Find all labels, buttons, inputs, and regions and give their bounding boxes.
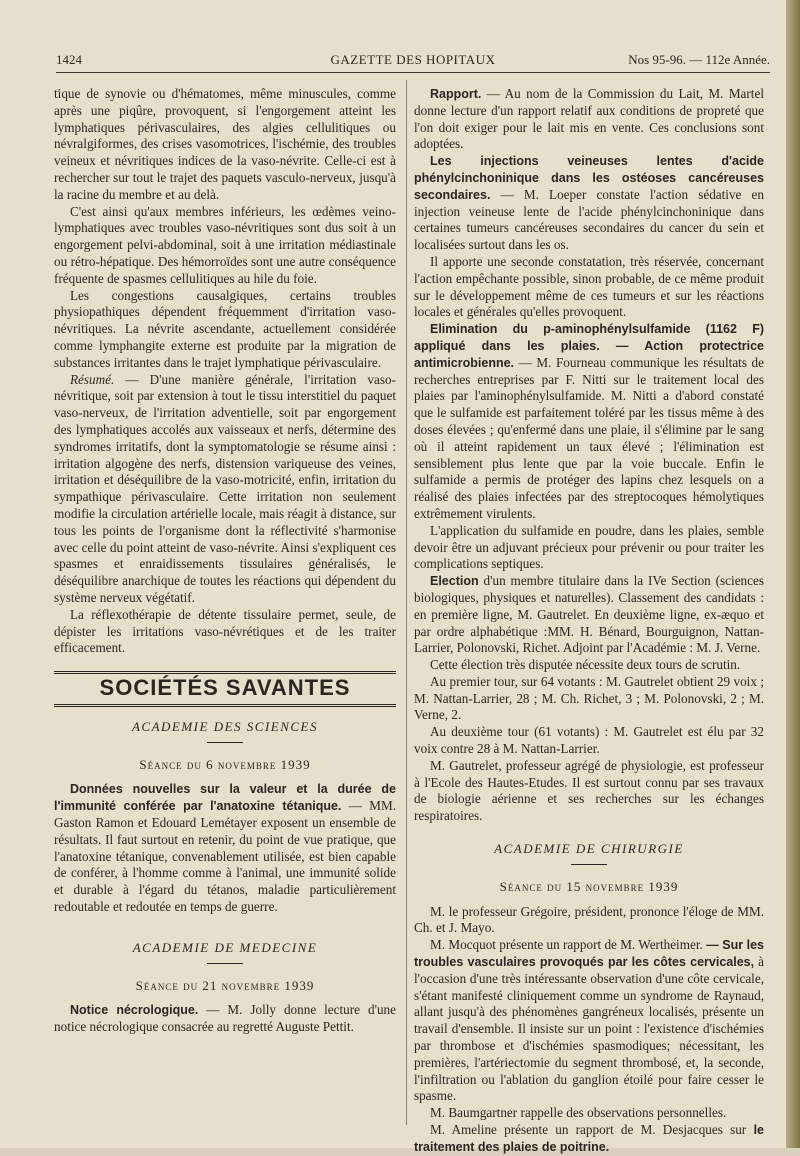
- article-title: Données nouvelles sur la valeur et la durée de l'immunité conférée par l'anatoxine tétanique.: [54, 782, 396, 814]
- paragraph: Les congestions causalgiques, certains troubles physiopathiques dépendent fréquemment d'irritation vaso-névritiques. La névrite ascendante, actuellement considérée comme lymphangite externe est produite par la migration de substances irritantes dans le trajet lymphatique périvasculaire.: [54, 287, 396, 370]
- page-edge: [786, 0, 800, 1148]
- article-title: Elimination du p-aminophénylsulfamide (1162 F) appliqué dans les plaies. — Action protectrice antimicrobienne.: [414, 322, 764, 370]
- article-title: Election: [430, 574, 479, 589]
- paragraph: La réflexothérapie de détente tissulaire permet, seule, de dépister les irritations vaso-névrétiques et de les traiter efficacement.: [54, 606, 396, 656]
- paragraph: Election d'un membre titulaire dans la IVe Section (sciences biologiques, physiques et naturelles). Classement des candidats : en première ligne, M. Gautrelet. En deuxième ligne, ex-æquo et par ordre alphabétique :MM. H. Bénard, Bourguignon, Nattan-Larrier, Polonovski, Richet. Adjoint par l'Académie : M. J. Verne.: [414, 573, 764, 656]
- article-title: Les injections veineuses lentes d'acide phénylcinchoninique dans les ostéoses cancéreuses secondaires.: [414, 154, 764, 202]
- divider: [571, 864, 607, 865]
- paragraph: Les injections veineuses lentes d'acide phénylcinchoninique dans les ostéoses cancéreuses secondaires. — M. Loeper constate l'action sédative en injection veineuse lente de l'acide phénylcinchoninique dans certaines tumeurs cancéreuses secondaires du cancer du sein et localisées surtout dans les os.: [414, 154, 764, 253]
- session-date: Séance du 6 novembre 1939: [139, 756, 311, 772]
- divider: [207, 742, 243, 743]
- paragraph: M. Ameline présente un rapport de M. Desjacques sur le traitement des plaies de poitrine.: [414, 1122, 764, 1154]
- header-rule: [56, 72, 770, 73]
- session-date: Séance du 15 novembre 1939: [499, 878, 679, 894]
- left-column: [54, 86, 396, 1036]
- paragraph: Au deuxième tour (61 votants) : M. Gautrelet est élu par 32 voix contre 28 à M. Nattan-Larrier.: [414, 724, 764, 757]
- paragraph: Notice nécrologique. — M. Jolly donne lecture d'une notice nécrologique consacrée au regretté Auguste Pettit.: [54, 1002, 396, 1035]
- paragraph: Il apporte une seconde constatation, très réservée, concernant l'action empêchante possible, sinon probable, de ce même produit sur le développement même de ces tumeurs et sur les réactions locales et générales qu'elles provoquent.: [414, 253, 764, 320]
- academy-heading: ACADEMIE DE CHIRURGIE: [494, 841, 684, 857]
- paragraph: M. le professeur Grégoire, président, prononce l'éloge de MM. Ch. et J. Mayo.: [414, 903, 764, 936]
- column-divider: [406, 80, 407, 1125]
- divider: [207, 963, 243, 964]
- paragraph: Elimination du p-aminophénylsulfamide (1162 F) appliqué dans les plaies. — Action protectrice antimicrobienne. — M. Fourneau communique les résultats de recherches entreprises par F. Nitti sur le traitement local des plaies par l'aminophénylsulfamide. M. Nitti a d'abord constaté que le sulfamide est parfaitement toléré par les tissus même à des doses élevées ; qu'enfermé dans une plaie, il s'élimine par le sang où il atteint rapidement un taux élevé ; l'élimination est sensiblement plus lente que par la voie buccale. Enfin le sulfamide a permis de protéger des lapins chez lesquels on a réalisé des plaies infectées par des streptocoques hémolytiques extrêmement virulents.: [414, 322, 764, 521]
- resume-label: Résumé.: [70, 371, 115, 387]
- academy-heading: ACADEMIE DES SCIENCES: [131, 718, 319, 734]
- journal-title: GAZETTE DES HOPITAUX: [330, 52, 496, 67]
- paragraph: L'application du sulfamide en poudre, dans les plaies, semble devoir être un adjuvant précieux pour prévenir ou pour traiter les complications septiques.: [414, 522, 764, 572]
- paragraph: M. Baumgartner rappelle des observations personnelles.: [430, 1105, 727, 1121]
- paragraph: M. Mocquot présente un rapport de M. Wertheimer. — Sur les troubles vasculaires provoqués par les côtes cervicales, à l'occasion d'une très intéressante observation d'une côte cervicale, s'étant manifesté cliniquement comme un syndrome de Raynaud, allant jusqu'à des phénomènes gangréneux localisés, présente un travail d'ensemble. Il insiste sur un point : l'existence d'ischémies par thrombose et d'ischémies spasmodiques; nécessitant, les premières, l'artériectomie du segment thrombosé, et, la seconde, l'infiltration ou l'ablation du ganglion étoilé pour faire cesser le spasme.: [414, 937, 764, 1104]
- paragraph: Rapport. — Au nom de la Commission du Lait, M. Martel donne lecture d'un rapport relatif aux conditions de propreté que l'on doit exiger pour le lait mis en vente. Ces conclusions sont adoptées.: [414, 86, 764, 152]
- session-date: Séance du 21 novembre 1939: [135, 977, 315, 993]
- paragraph: tique de synovie ou d'hématomes, même minuscules, comme après une piqûre, provoquent, si l'engorgement atteint les lymphatiques périvasculaires, des algies cellulitiques ou névralgiformes, des crises vasomotrices, l'ischémie, des troubles veineux et névritiques indices de la vaso-névrite. Celle-ci est à rechercher sur tout le trajet des paquets vasculo-nerveux, jusqu'à la racine du membre et au delà.: [54, 86, 396, 202]
- section-heading: [54, 671, 396, 707]
- paragraph: Données nouvelles sur la valeur et la durée de l'immunité conférée par l'anatoxine tétanique. — MM. Gaston Ramon et Edouard Lemétayer exposent un ensemble de résultats. Il faut surtout en retenir, du point de vue pratique, que l'anatoxine tétanique, convenablement utilisée, est bien capable de conférer, à l'homme comme à l'animal, une immunité solide et durable à l'égard du tétanos, maladie particulièrement redoutable et redoutée en temps de guerre.: [54, 782, 396, 915]
- paragraph: C'est ainsi qu'aux membres inférieurs, les œdèmes veino-lymphatiques avec troubles vaso-névritiques sont dus soit à un engorgement pelvi-abdominal, soit à une irritation médiastinale ou rétro-hépatique. Des hémorroïdes sont une autre conséquence fréquente de spasmes cellulitiques au hile du foie.: [54, 203, 396, 286]
- article-title: le traitement des plaies de poitrine.: [414, 1123, 764, 1154]
- article-title: Rapport.: [430, 87, 482, 101]
- academy-heading: ACADEMIE DE MEDECINE: [132, 939, 318, 955]
- page-header: [56, 52, 770, 74]
- article-title: — Sur les troubles vasculaires provoqués par les côtes cervicales,: [414, 938, 764, 970]
- page-number: 1424: [56, 52, 82, 67]
- paragraph: Cette élection très disputée nécessite deux tours de scrutin.: [430, 657, 741, 673]
- paragraph: M. Gautrelet, professeur agrégé de physiologie, est professeur à l'Ecole des Hautes-Etudes. Il est surtout connu par ses travaux de biologie aérienne et ses recherches sur les échanges respiratoires.: [414, 757, 764, 824]
- article-title: Notice nécrologique.: [70, 1003, 199, 1018]
- paragraph: Résumé. — D'une manière générale, l'irritation vaso-névritique, soit par extension à tout le tissu interstitiel du paquet vaso-nerveux, de l'irritation adventielle, soit par engorgement des lymphatiques accolés aux vaisseaux et nerfs, détermine des syndromes irritatifs, dont la symptomatologie se résume ainsi : irritation algogène des nerfs, distension variqueuse des veines, irritation et déséquilibre de la vaso-motricité, enfin, irritation du sympathique périvasculaire. Cette irritation non seulement modifie la circulation artérielle locale, mais réagit à distance, sur tous les points de l'organisme dont la réflectivité s'harmonise avec celle du point atteint de vaso-névrite. Ainsi s'expliquent ces spasmes et enraidissements tissulaires généralisés, le déséquilibre anarchique de toutes les réactions qui dépendent du système nerveux végétatif.: [54, 371, 396, 605]
- section-title: SOCIÉTÉS SAVANTES: [99, 675, 351, 701]
- issue-number: Nos 95-96. — 112e Année.: [628, 52, 770, 67]
- paragraph: Au premier tour, sur 64 votants : M. Gautrelet obtient 29 voix ; M. Nattan-Larrier, 28 ; M. Ch. Richet, 3 ; M. Polonovski, 2 ; M. Verne, 2.: [414, 673, 764, 723]
- right-column: [414, 86, 764, 1156]
